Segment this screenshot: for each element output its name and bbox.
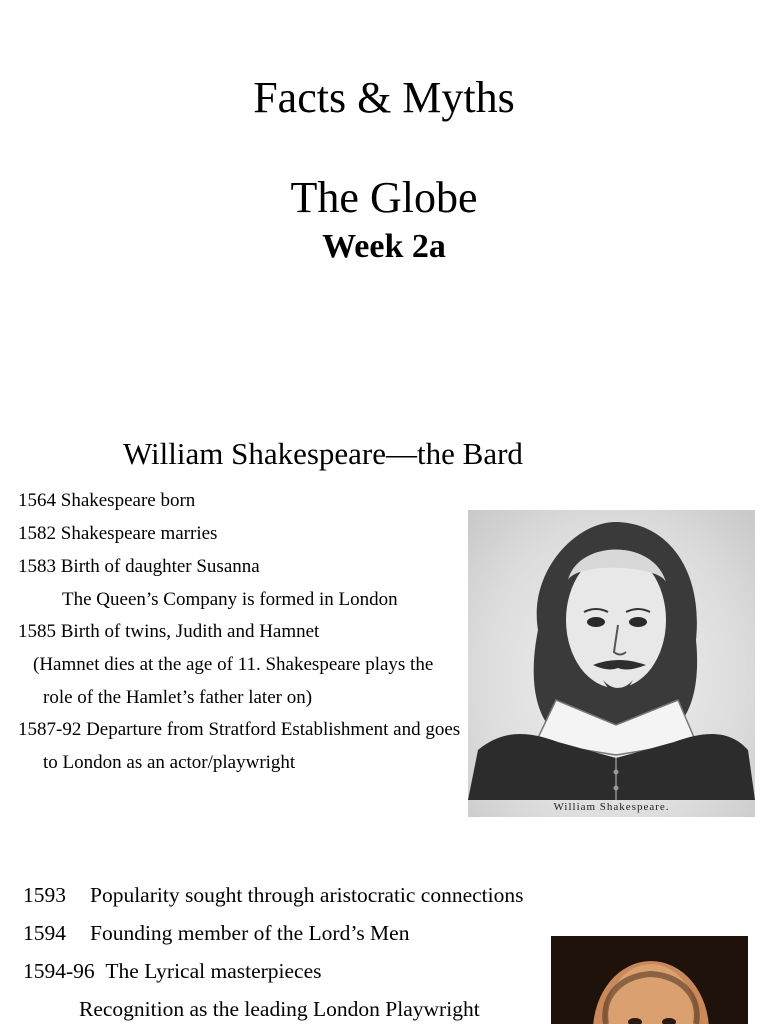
shakespeare-painting <box>551 936 748 1024</box>
week-label: Week 2a <box>322 228 446 265</box>
timeline-line: Recognition as the leading London Playwright <box>79 997 480 1021</box>
portrait-caption: William Shakespeare. <box>553 801 670 813</box>
timeline-line: 1582 Shakespeare marries <box>18 523 218 544</box>
timeline-row <box>23 920 409 946</box>
timeline-text: The Lyrical masterpieces <box>105 959 322 983</box>
timeline-line: role of the Hamlet’s father later on) <box>43 687 313 708</box>
timeline-year: 1594 <box>23 921 66 945</box>
timeline-line: to London as an actor/playwright <box>43 752 296 773</box>
timeline-row <box>23 882 524 908</box>
timeline-line: 1564 Shakespeare born <box>18 490 196 511</box>
timeline-year: 1594-96 <box>23 959 95 983</box>
shakespeare-portrait <box>468 510 755 817</box>
timeline-line: (Hamnet dies at the age of 11. Shakespeare plays the <box>33 654 434 675</box>
slide-subtitle: The Globe <box>290 173 478 222</box>
timeline-line: 1583 Birth of daughter Susanna <box>18 556 260 577</box>
timeline-row <box>23 958 322 984</box>
timeline-year: 1593 <box>23 883 66 907</box>
timeline-text: Popularity sought through aristocratic connections <box>90 883 524 907</box>
section-title: William Shakespeare—the Bard <box>123 436 523 471</box>
timeline-line: 1587-92 Departure from Stratford Establishment and goes <box>18 719 461 740</box>
slide-title: Facts & Myths <box>253 73 515 122</box>
timeline-line: 1585 Birth of twins, Judith and Hamnet <box>18 621 320 642</box>
timeline-line: The Queen’s Company is formed in London <box>62 589 398 610</box>
timeline-text: Founding member of the Lord’s Men <box>90 921 410 945</box>
